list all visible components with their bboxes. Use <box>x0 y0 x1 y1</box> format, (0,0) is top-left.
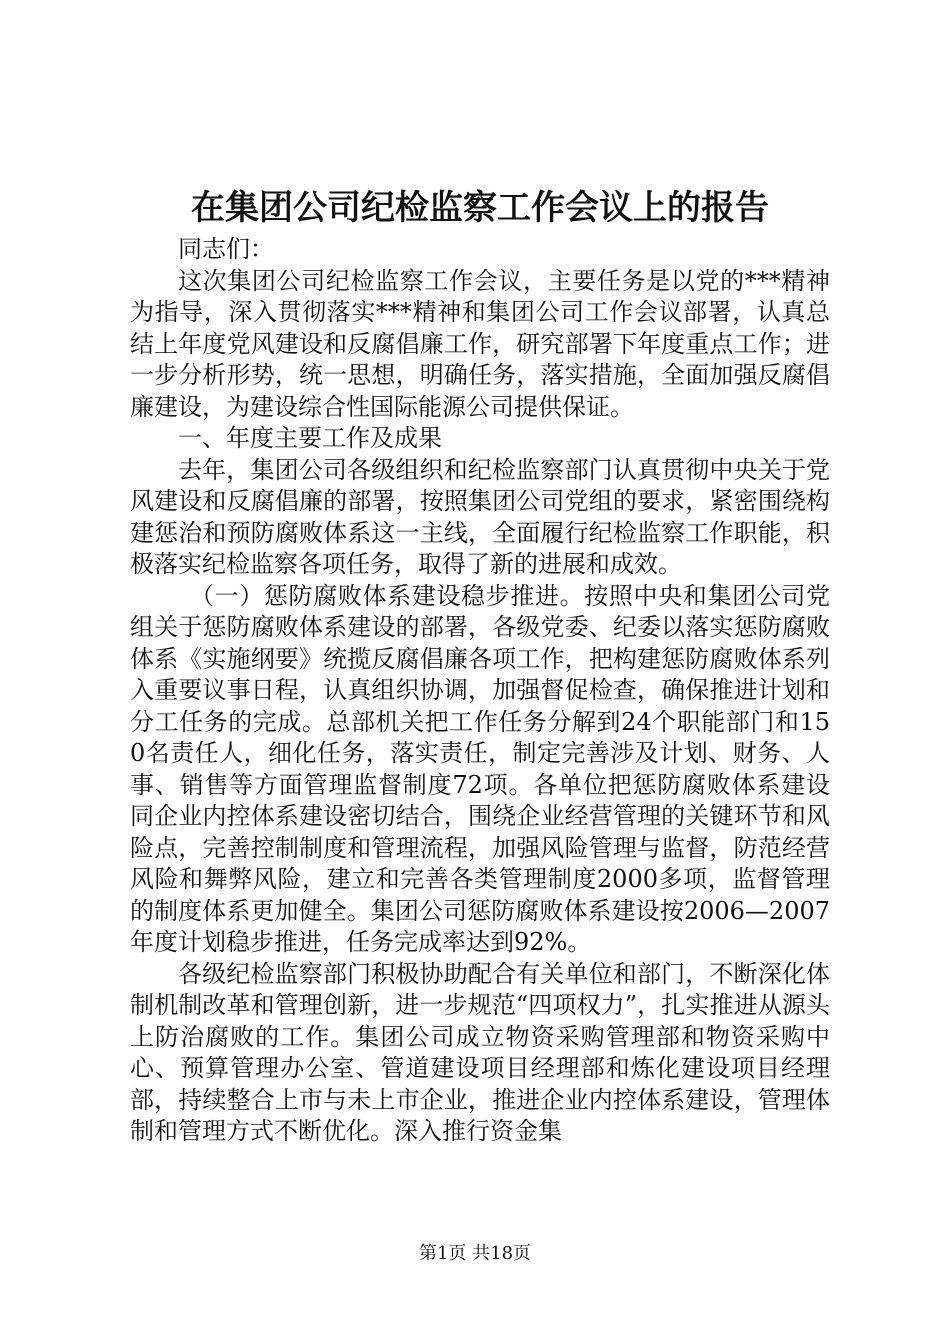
document-title: 在集团公司纪检监察工作会议上的报告 <box>191 188 769 228</box>
section-heading: 一、年度主要工作及成果 <box>178 424 442 452</box>
intro-paragraph: 这次集团公司纪检监察工作会议，主要任务是以党的***精神为指导，深入贯彻落实***精神和集团公司工作会议部署，认真总结上年度党风建设和反腐倡廉工作，研究部署下年度重点工作；进一步分析形势，统一思想，明确任务，落实措施，全面加强反腐倡廉建设，为建设综合性国际能源公司提供保证。 <box>130 266 830 421</box>
body-paragraph: （一）惩防腐败体系建设稳步推进。按照中央和集团公司党组关于惩防腐败体系建设的部署，各级党委、纪委以落实惩防腐败体系《实施纲要》统揽反腐倡廉各项工作，把构建惩防腐败体系列入重要议事日程，认真组织协调，加强督促检查，确保推进计划和分工任务的完成。总部机关把工作任务分解到24个职能部门和150名责任人，细化任务，落实责任，制定完善涉及计划、财务、人事、销售等方面管理监督制度72项。各单位把惩防腐败体系建设同企业内控体系建设密切结合，围绕企业经营管理的关键环节和风险点，完善控制制度和管理流程，加强风险管理与监督，防范经营风险和舞弊风险，建立和完善各类管理制度2000多项，监督管理的制度体系更加健全。集团公司惩防腐败体系建设按2006—2007年度计划稳步推进，任务完成率达到92%。 <box>130 581 830 956</box>
salutation: 同志们： <box>178 235 274 263</box>
body-paragraph: 各级纪检监察部门积极协助配合有关单位和部门，不断深化体制机制改革和管理创新，进一步规范“四项权力”，扎实推进从源头上防治腐败的工作。集团公司成立物资采购管理部和物资采购中心、预算管理办公室、管道建设项目经理部和炼化建设项目经理部，持续整合上市与未上市企业，推进企业内控体系建设，管理体制和管理方式不断优化。深入推行资金集 <box>130 959 830 1145</box>
body-paragraph: 去年，集团公司各级组织和纪检监察部门认真贯彻中央关于党风建设和反腐倡廉的部署，按照集团公司党组的要求，紧密围绕构建惩治和预防腐败体系这一主线，全面履行纪检监察工作职能，积极落实纪检监察各项任务，取得了新的进展和成效。 <box>130 455 830 578</box>
document-body <box>130 182 830 1148</box>
page-number: 第1页 共18页 <box>418 1243 532 1264</box>
